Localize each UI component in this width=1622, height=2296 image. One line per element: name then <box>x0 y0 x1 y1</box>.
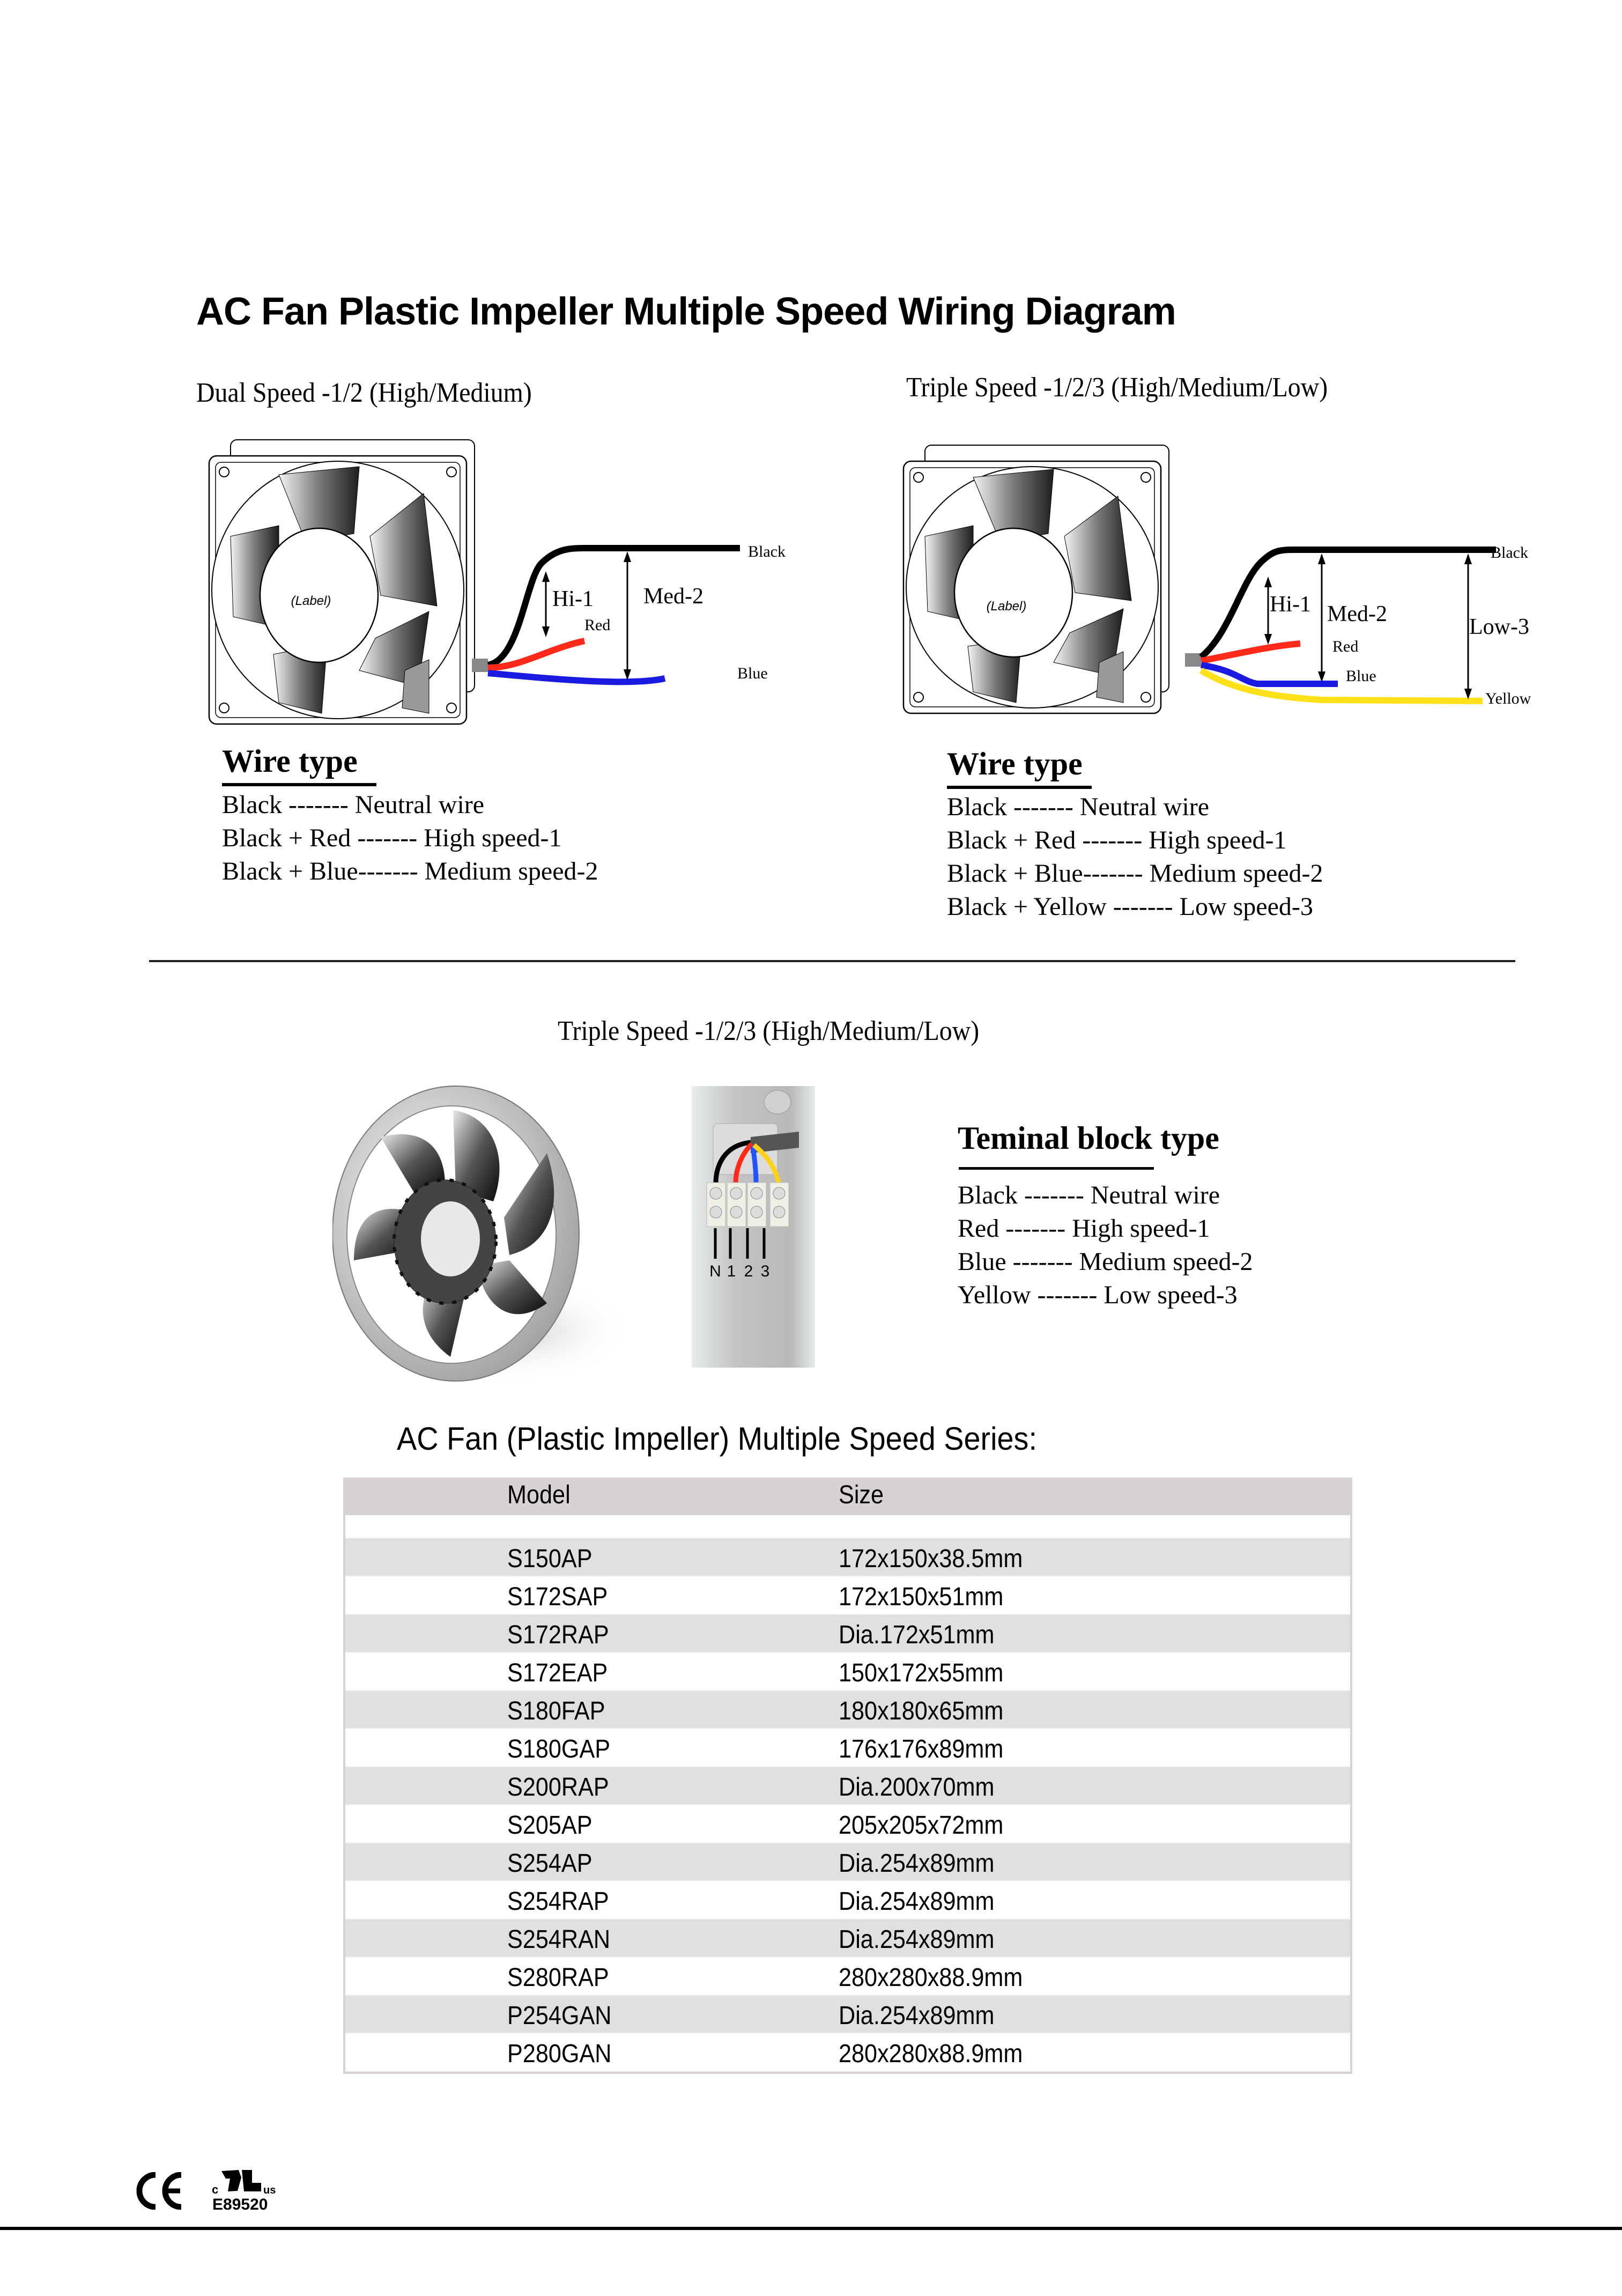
triple-speed-terminal-heading: Triple Speed -1/2/3 (High/Medium/Low) <box>558 1016 980 1046</box>
legend-line: Black ------- Neutral wire <box>958 1181 1220 1209</box>
red-wire-label: Red <box>584 616 611 634</box>
model-cell: S180GAP <box>507 1735 611 1763</box>
model-cell: S205AP <box>507 1811 592 1840</box>
fan-label-text: (Label) <box>986 599 1027 614</box>
yellow-wire <box>1201 670 1483 701</box>
size-cell: 176x176x89mm <box>839 1735 1004 1763</box>
black-wire-label: Black <box>748 543 786 560</box>
column-header-size: Size <box>839 1481 884 1509</box>
red-wire-label: Red <box>1332 638 1359 655</box>
hi-label: Hi-1 <box>552 587 594 611</box>
legend-line: Black + Blue------- Medium speed-2 <box>947 859 1323 888</box>
blue-wire-label: Blue <box>1346 667 1376 685</box>
model-cell: P280GAN <box>507 2040 612 2068</box>
section-divider <box>149 960 1515 962</box>
model-cell: S254AP <box>507 1849 592 1878</box>
terminal-legend-title: Teminal block type <box>958 1120 1219 1156</box>
triple-speed-wire-heading: Triple Speed -1/2/3 (High/Medium/Low) <box>906 372 1328 403</box>
dual-legend-underline <box>222 783 376 786</box>
triple-legend-list <box>947 791 1323 924</box>
black-wire-label: Black <box>1491 544 1528 562</box>
table-spacer-row <box>345 1515 1350 1539</box>
legend-line: Black + Red ------- High speed-1 <box>222 824 562 852</box>
legend-line: Black + Blue------- Medium speed-2 <box>222 857 598 885</box>
legend-line: Yellow ------- Low speed-3 <box>958 1281 1238 1309</box>
model-cell: S172RAP <box>507 1621 609 1649</box>
table-row <box>345 1539 1350 1577</box>
table-header <box>345 1478 1350 1515</box>
terminal-legend-list <box>958 1179 1253 1312</box>
cable-sleeve <box>1185 653 1201 667</box>
round-fan-illustration <box>332 1078 622 1389</box>
low-label: Low-3 <box>1469 615 1529 639</box>
table-row <box>345 2034 1350 2072</box>
size-cell: Dia.254x89mm <box>839 2002 995 2030</box>
table-row <box>345 1729 1350 1767</box>
size-cell: Dia.254x89mm <box>839 1849 995 1878</box>
table-row <box>345 1996 1350 2034</box>
legend-line: Black + Red ------- High speed-1 <box>947 826 1287 854</box>
model-cell: S172SAP <box>507 1583 608 1611</box>
terminal-label-n: N <box>709 1263 721 1280</box>
table-row <box>345 1653 1350 1691</box>
legend-line: Black ------- Neutral wire <box>947 793 1210 821</box>
ul-listed-mark-icon <box>212 2167 282 2196</box>
triple-legend-title: Wire type <box>947 746 1083 781</box>
cable-sleeve <box>472 659 488 672</box>
red-wire <box>1201 644 1300 661</box>
legend-line: Black + Yellow ------- Low speed-3 <box>947 892 1313 921</box>
terminal-legend-underline <box>959 1167 1154 1170</box>
model-cell: S254RAP <box>507 1887 609 1916</box>
table-row <box>345 1577 1350 1615</box>
size-cell: Dia.200x70mm <box>839 1773 995 1802</box>
terminal-label-1: 1 <box>727 1263 736 1280</box>
model-cell: S254RAN <box>507 1925 611 1954</box>
legend-line: Black ------- Neutral wire <box>222 791 485 819</box>
dual-speed-heading: Dual Speed -1/2 (High/Medium) <box>196 378 532 408</box>
fan-label-text: (Label) <box>291 594 331 608</box>
series-table <box>343 1478 1352 2074</box>
ul-file-number: E89520 <box>212 2196 268 2213</box>
model-cell: P254GAN <box>507 2002 612 2030</box>
blue-wire <box>488 673 665 682</box>
yellow-wire-label: Yellow <box>1485 690 1531 707</box>
dual-speed-fan-diagram <box>198 434 815 735</box>
size-cell: 172x150x38.5mm <box>839 1545 1023 1573</box>
size-cell: Dia.172x51mm <box>839 1621 995 1649</box>
size-cell: 280x280x88.9mm <box>839 1963 1023 1992</box>
svg-text:us: us <box>263 2184 276 2196</box>
model-cell: S172EAP <box>507 1659 608 1687</box>
table-row <box>345 1805 1350 1843</box>
terminal-label-3: 3 <box>760 1263 770 1280</box>
table-row <box>345 1881 1350 1920</box>
page-title: AC Fan Plastic Impeller Multiple Speed Wiring Diagram <box>196 290 1176 333</box>
size-cell: 280x280x88.9mm <box>839 2040 1023 2068</box>
model-cell: S200RAP <box>507 1773 609 1802</box>
model-cell: S180FAP <box>507 1697 605 1725</box>
triple-legend-underline <box>947 786 1092 789</box>
legend-line: Blue ------- Medium speed-2 <box>958 1247 1253 1276</box>
table-row <box>345 1920 1350 1958</box>
dual-legend-list <box>222 788 598 888</box>
footer-rule <box>0 2227 1622 2230</box>
terminal-label-2: 2 <box>744 1263 753 1280</box>
table-row <box>345 1843 1350 1881</box>
hi-label: Hi-1 <box>1270 592 1311 617</box>
table-row <box>345 1958 1350 1996</box>
fan-hub <box>421 1201 480 1276</box>
legend-line: Red ------- High speed-1 <box>958 1214 1210 1243</box>
blue-wire-label: Blue <box>737 665 768 682</box>
size-cell: Dia.254x89mm <box>839 1925 995 1954</box>
model-cell: S280RAP <box>507 1963 609 1992</box>
table-row <box>345 1767 1350 1805</box>
triple-speed-fan-diagram <box>893 440 1579 719</box>
size-cell: 150x172x55mm <box>839 1659 1004 1687</box>
med-label: Med-2 <box>1327 602 1387 626</box>
table-body <box>345 1539 1350 2072</box>
dual-legend-title: Wire type <box>222 743 358 779</box>
table-row <box>345 1691 1350 1729</box>
terminal-block-illustration <box>692 1086 820 1370</box>
med-label: Med-2 <box>643 584 703 609</box>
size-cell: Dia.254x89mm <box>839 1887 995 1916</box>
size-cell: 172x150x51mm <box>839 1583 1004 1611</box>
table-row <box>345 1615 1350 1653</box>
svg-text:c: c <box>212 2183 219 2196</box>
model-cell: S150AP <box>507 1545 592 1573</box>
square-fan-icon <box>209 440 475 724</box>
size-cell: 205x205x72mm <box>839 1811 1004 1840</box>
column-header-model: Model <box>507 1481 571 1509</box>
ce-mark-icon <box>134 2172 185 2210</box>
series-title: AC Fan (Plastic Impeller) Multiple Speed Series: <box>397 1421 1037 1457</box>
square-fan-icon <box>903 445 1169 713</box>
size-cell: 180x180x65mm <box>839 1697 1004 1725</box>
